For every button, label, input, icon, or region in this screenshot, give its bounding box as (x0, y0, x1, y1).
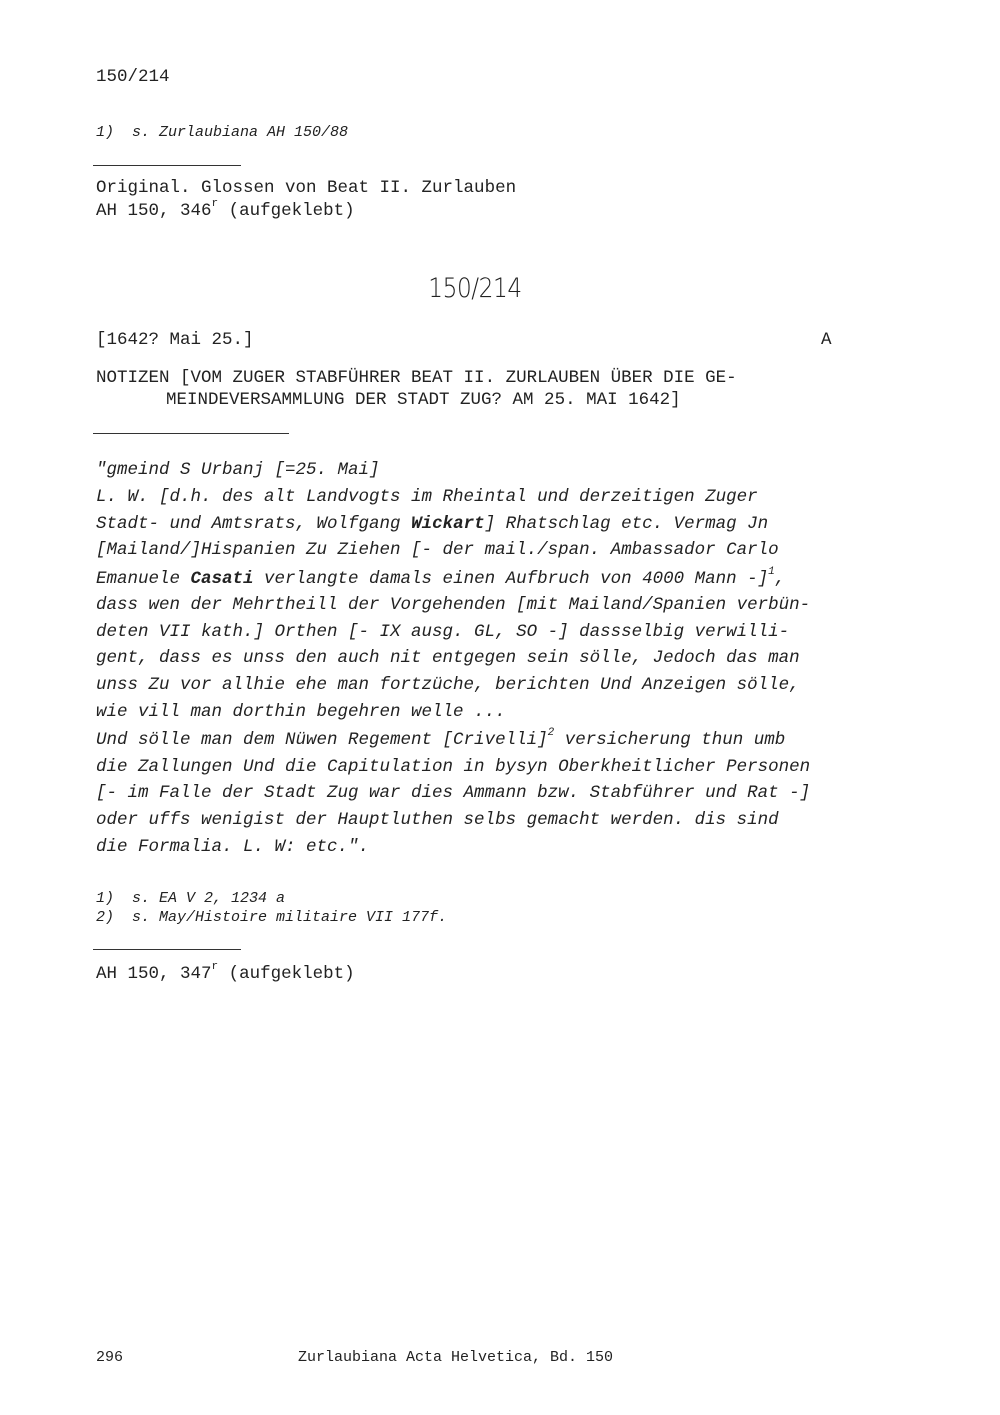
previous-footnote: 1) s. Zurlaubiana AH 150/88 (96, 124, 349, 141)
body-text: Emanuele (96, 569, 191, 589)
publication-title: Zurlaubiana Acta Helvetica, Bd. 150 (298, 1349, 614, 1366)
body-text: Und sölle man dem Nüwen Regement [Crivelli] (96, 730, 548, 750)
footnote-1: 1) s. EA V 2, 1234 a (96, 890, 286, 907)
source-line (96, 961, 355, 984)
entry-number-title: 150/214 (428, 273, 522, 304)
body-line-6: dass wen der Mehrtheill der Vorgehenden [mit Mailand/Spanien verbün- (96, 595, 811, 615)
body-line-1: "gmeind S Urbanj [=25. Mai] (96, 460, 380, 480)
previous-source-recto-mark: r (211, 198, 219, 211)
body-line-7: deten VII kath.] Orthen [- IX ausg. GL, SO -] dassselbig verwilli- (96, 622, 790, 642)
previous-source-line2 (96, 198, 355, 221)
page-number: 296 (96, 1349, 124, 1366)
previous-source-ref: AH 150, 346 (96, 201, 212, 221)
entry-date: [1642? Mai 25.] (96, 330, 254, 350)
body-line-9: unss Zu vor allhie ehe man fortzüche, berichten Und Anzeigen sölle, (96, 675, 800, 695)
body-text: verlangte damals einen Aufbruch von 4000 Mann -] (253, 569, 769, 589)
entry-heading-line1: NOTIZEN [VOM ZUGER STABFÜHRER BEAT II. ZURLAUBEN ÜBER DIE GE- (96, 368, 737, 388)
footnote-ref-2: 2 (547, 727, 555, 740)
body-text: Stadt- und Amtsrats, Wolfgang (96, 514, 412, 534)
person-name-wickart: Wickart (411, 514, 485, 534)
body-line-15: die Formalia. L. W: etc.". (96, 837, 370, 857)
body-line-8: gent, dass es unss den auch nit entgegen sein sölle, Jedoch das man (96, 648, 800, 668)
person-name-casati: Casati (190, 569, 254, 589)
body-line-11 (96, 727, 786, 750)
heading-divider (93, 433, 289, 434)
footnote-divider (93, 165, 241, 166)
body-line-12: die Zallungen Und die Capitulation in bysyn Oberkheitlicher Personen (96, 757, 811, 777)
body-text: ] Rhatschlag etc. Vermag Jn (484, 514, 769, 534)
entry-heading-line2: MEINDEVERSAMMLUNG DER STADT ZUG? AM 25. MAI 1642] (166, 390, 681, 410)
running-header-number: 150/214 (96, 67, 170, 87)
body-line-4: [Mailand/]Hispanien Zu Ziehen [- der mail./span. Ambassador Carlo (96, 540, 779, 560)
footnote-ref-1: 1 (768, 566, 775, 579)
footnote-divider (93, 949, 241, 950)
source-note: (aufgeklebt) (218, 964, 355, 984)
entry-type-letter: A (821, 330, 832, 350)
footnote-2: 2) s. May/Histoire militaire VII 177f. (96, 909, 448, 926)
previous-source-note: (aufgeklebt) (218, 201, 355, 221)
source-ref: AH 150, 347 (96, 964, 212, 984)
body-line-5 (96, 566, 786, 589)
body-text: , (774, 569, 786, 589)
body-line-2: L. W. [d.h. des alt Landvogts im Rheintal und derzeitigen Zuger (96, 487, 758, 507)
body-line-13: [- im Falle der Stadt Zug war dies Ammann bzw. Stabführer und Rat -] (96, 783, 811, 803)
body-line-10: wie vill man dorthin begehren welle ... (96, 702, 506, 722)
source-recto-mark: r (211, 961, 219, 974)
body-line-14: oder uffs wenigist der Hauptluthen selbs gemacht werden. dis sind (96, 810, 779, 830)
previous-source-line1: Original. Glossen von Beat II. Zurlauben (96, 178, 517, 198)
body-line-3 (96, 514, 768, 534)
body-text: versicherung thun umb (554, 730, 786, 750)
